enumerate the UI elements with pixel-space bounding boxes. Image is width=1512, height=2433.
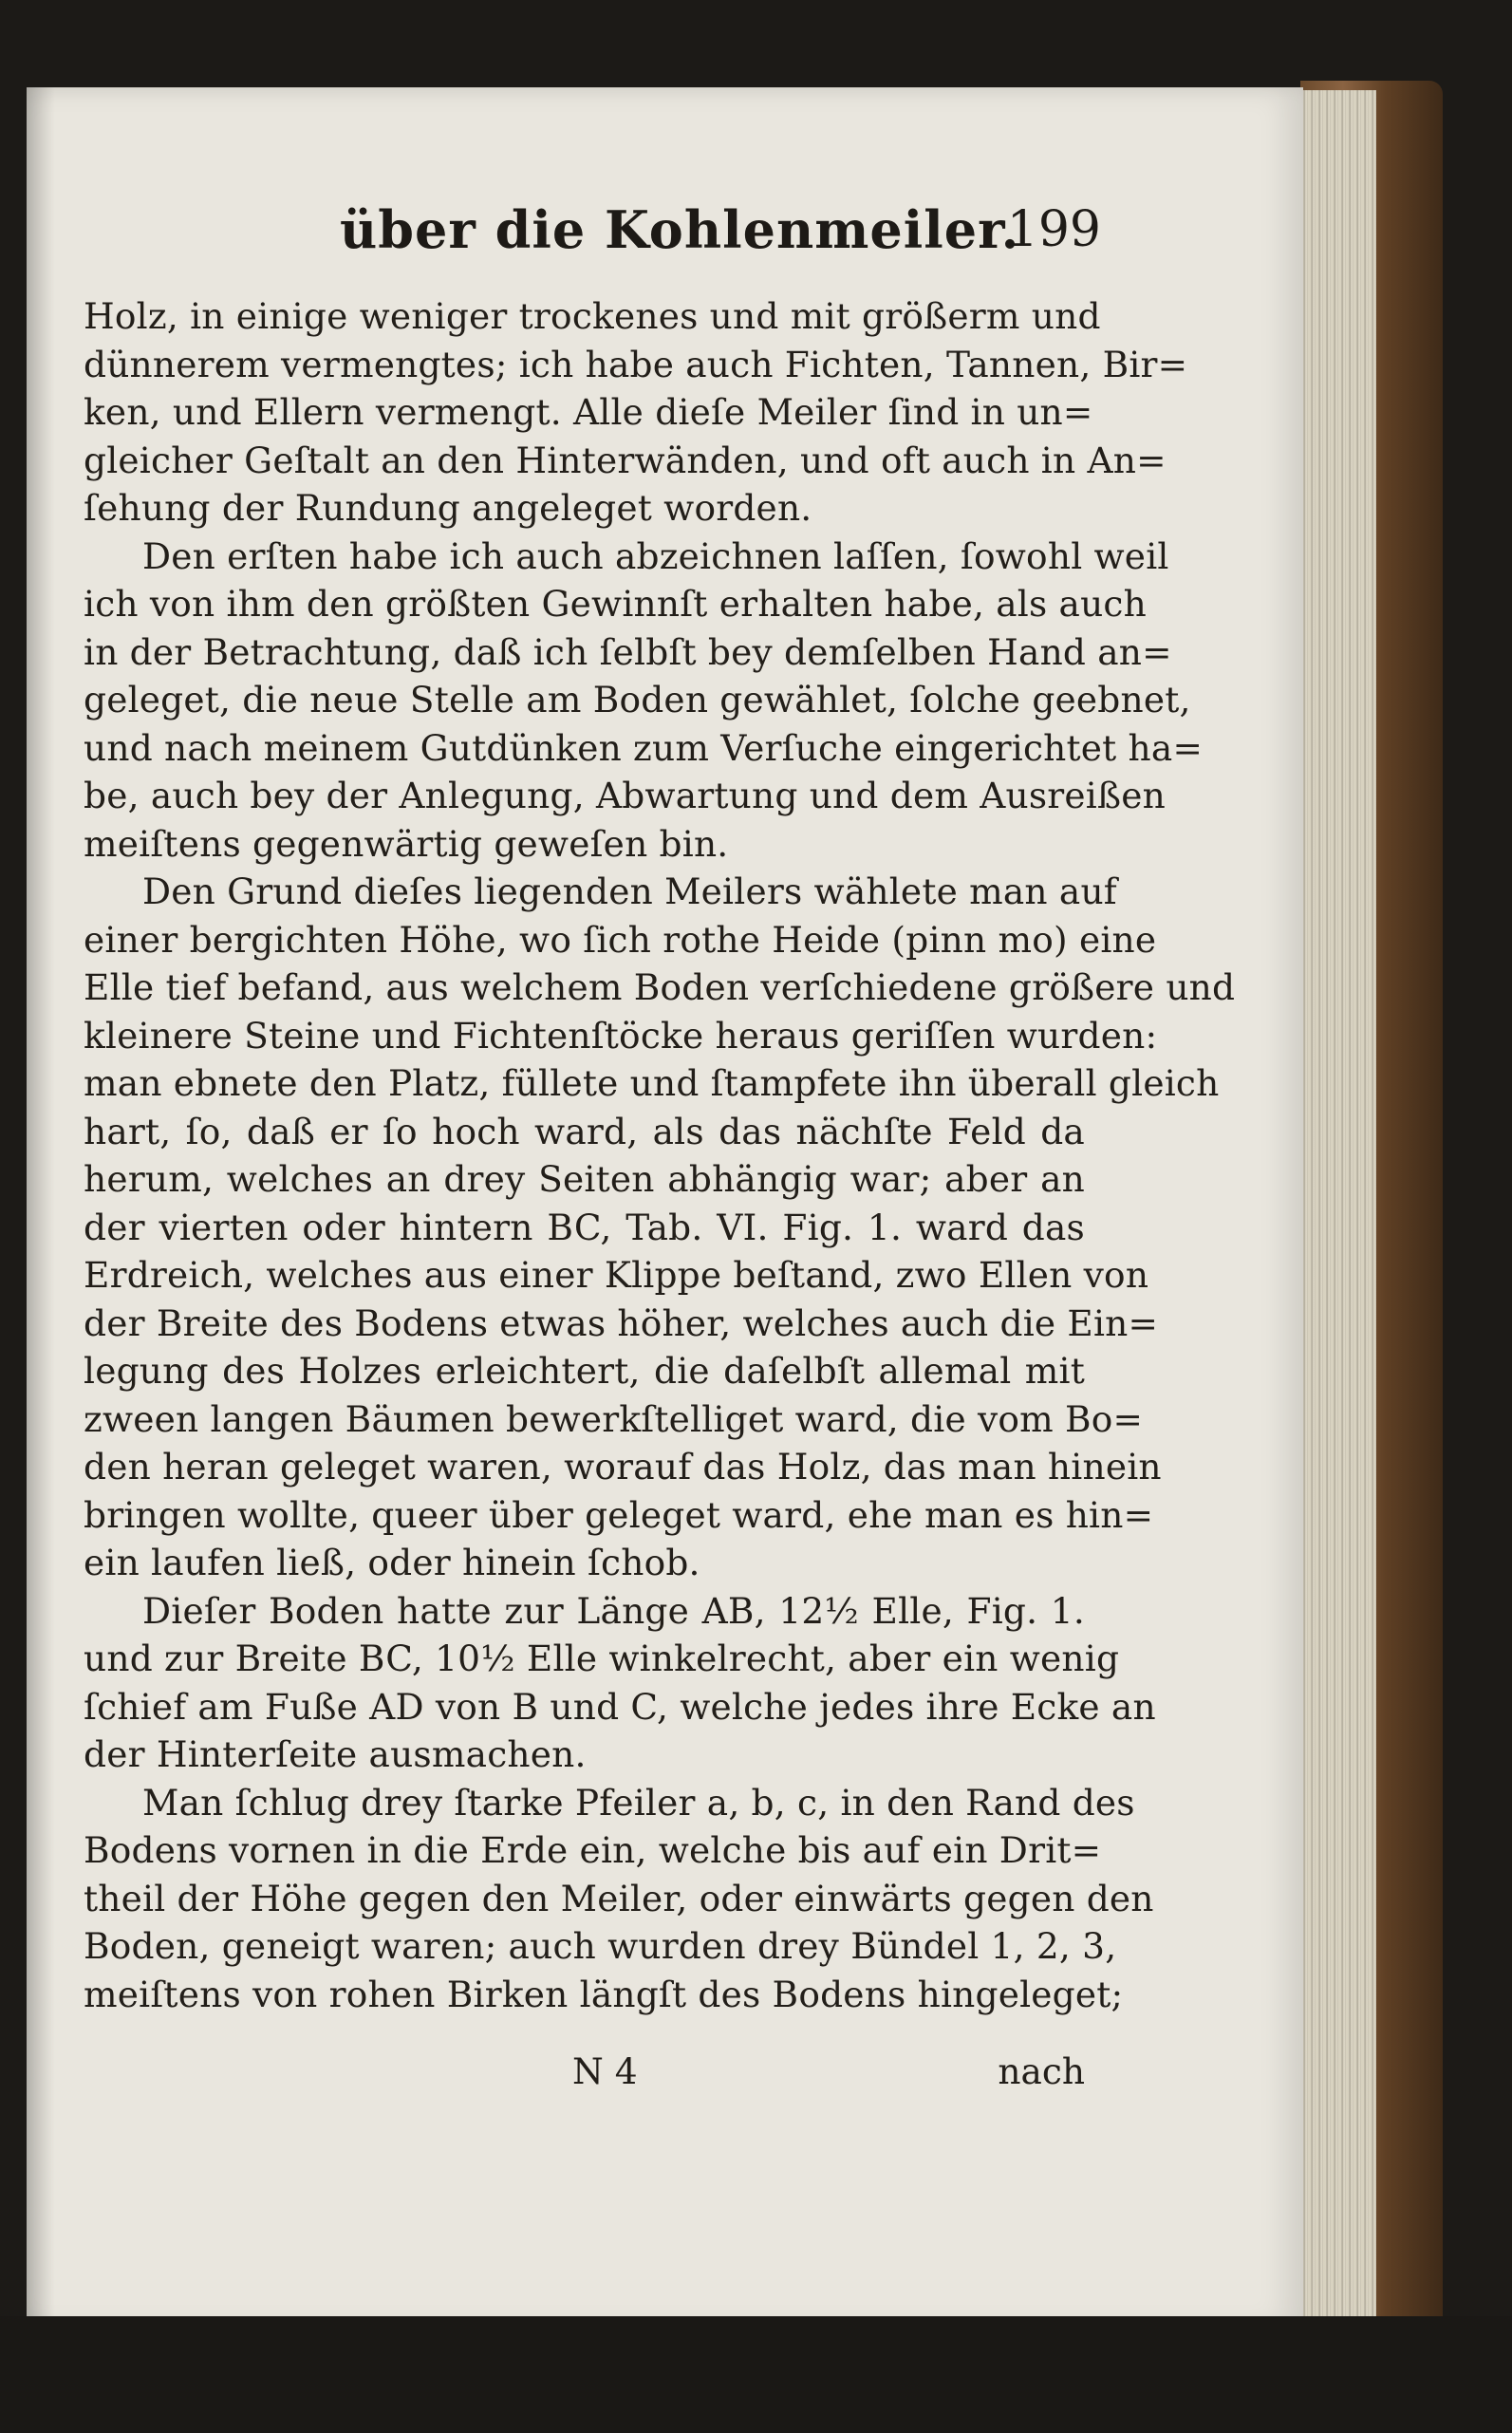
text-line: Den Grund dieſes liegenden Meilers wählete man auf [142,870,1117,912]
text-line: einer bergichten Höhe, wo ſich rothe Heide (pinn mo) eine [84,918,1157,961]
text-line: hart, ſo, daß er ſo hoch ward, als das nächſte Feld da [84,1110,1085,1152]
text-line: Man ſchlug drey ſtarke Pfeiler a, b, c, in den Rand des [142,1781,1135,1824]
page-number: 199 [1006,201,1101,258]
text-line: meiſtens gegenwärtig geweſen bin. [84,822,729,865]
text-line: theil der Höhe gegen den Meiler, oder einwärts gegen den [84,1877,1154,1919]
catchword: nach [998,2050,1085,2092]
text-line: zween langen Bäumen bewerkſtelliget ward, die vom Bo= [84,1397,1144,1440]
text-line: legung des Holzes erleichtert, die daſelbſt allemal mit [84,1350,1085,1392]
text-line: ich von ihm den größten Gewinnſt erhalten habe, als auch [84,583,1147,625]
text-line: ſehung der Rundung angeleget worden. [84,487,812,529]
text-line: herum, welches an drey Seiten abhängig war; aber an [84,1158,1085,1200]
text-line: den heran geleget waren, worauf das Holz, das man hinein [84,1446,1162,1488]
text-line: man ebnete den Platz, füllete und ſtampfete ihn überall gleich [84,1062,1220,1104]
bottom-shadow [0,2316,1512,2433]
text-line: dünnerem vermengtes; ich habe auch Fichten, Tannen, Bir= [84,343,1188,385]
text-line: Holz, in einige weniger trockenes und mit größerm und [84,295,1101,337]
text-line: Elle tief befand, aus welchem Boden verſchiedene größere und [84,966,1236,1008]
text-line: meiſtens von rohen Birken längſt des Bodens hingeleget; [84,1973,1124,2015]
text-line: Den erſten habe ich auch abzeichnen laſſen, ſowohl weil [142,534,1169,577]
signature-mark: N 4 [572,2050,638,2092]
text-line: in der Betrachtung, daß ich ſelbſt bey demſelben Hand an= [84,630,1172,673]
text-line: der Hinterſeite ausmachen. [84,1733,587,1775]
text-line: der Breite des Bodens etwas höher, welches auch die Ein= [84,1301,1159,1344]
page-footer [84,2050,1085,2100]
text-line: Boden, geneigt waren; auch wurden drey Bündel 1, 2, 3, [84,1925,1117,1967]
text-line: Bodens vornen in die Erde ein, welche bis auf ein Drit= [84,1829,1102,1871]
text-line: der vierten oder hintern BC, Tab. VI. Fig. 1. ward das [84,1206,1085,1248]
text-line: bringen wollte, queer über geleget ward, ehe man es hin= [84,1493,1154,1536]
text-line: be, auch bey der Anlegung, Abwartung und dem Ausreißen [84,775,1166,816]
text-line: ein laufen ließ, oder hinein ſchob. [84,1542,700,1583]
text-line: ſchief am Fuße AD von B und C, welche jedes ihre Ecke an [84,1685,1156,1728]
page-header [313,199,1101,275]
text-line: und zur Breite BC, 10½ Elle winkelrecht, aber ein wenig [84,1638,1120,1679]
running-title: über die Kohlenmeiler. [340,199,1020,260]
text-line: gleicher Geſtalt an den Hinterwänden, und oft auch in An= [84,439,1167,481]
page-edges [1300,90,1376,2330]
spine-shadow [27,87,55,2330]
text-line: Dieſer Boden hatte zur Länge AB, 12½ Elle, Fig. 1. [142,1589,1085,1632]
text-line: und nach meinem Gutdünken zum Verſuche eingerichtet ha= [84,726,1204,769]
text-line: geleget, die neue Stelle am Boden gewählet, ſolche geebnet, [84,679,1191,721]
body-text [84,292,1236,2018]
text-line: kleinere Steine und Fichtenſtöcke heraus geriſſen wurden: [84,1014,1158,1057]
text-line: Erdreich, welches aus einer Klippe beſtand, zwo Ellen von [84,1254,1149,1296]
text-line: ken, und Ellern vermengt. Alle dieſe Meiler ſind in un= [84,391,1093,433]
